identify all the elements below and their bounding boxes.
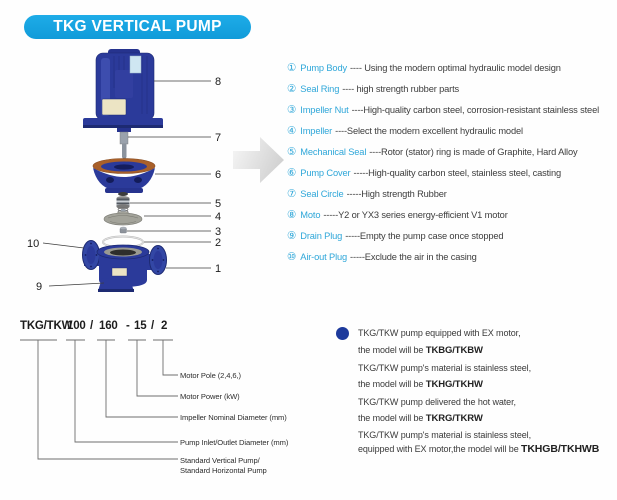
part-number-badge: ③ xyxy=(287,103,297,116)
variant-model-code: TKBG/TKBW xyxy=(425,345,483,356)
callout-2: 2 xyxy=(215,237,222,249)
part-name: Pump Body xyxy=(300,62,347,73)
impeller-nut-illustration xyxy=(120,227,127,233)
parts-list-item xyxy=(287,57,617,78)
variant-model-code: TKHGB/TKHWB xyxy=(521,443,600,455)
page-title: TKG VERTICAL PUMP xyxy=(53,18,222,35)
parts-list-item xyxy=(287,78,617,99)
part-number-badge: ⑤ xyxy=(287,145,297,158)
parts-list-item xyxy=(287,162,617,183)
model-code-separator: / xyxy=(151,320,154,332)
note-line: TKG/TKW pump's material is stainless steel, xyxy=(358,430,531,440)
callout-5: 5 xyxy=(215,198,222,210)
pump-exploded-diagram xyxy=(18,42,233,302)
part-name: Impeller Nut xyxy=(300,104,349,115)
model-code-token: 100 xyxy=(67,320,86,332)
part-name: Mechanical Seal xyxy=(300,146,367,157)
pump-cover-illustration xyxy=(93,159,155,194)
part-number-badge: ⑦ xyxy=(287,187,297,200)
parts-list-item xyxy=(287,120,617,141)
model-code-label: Pump Inlet/Outlet Diameter (mm) xyxy=(180,438,289,447)
model-code-label: Impeller Nominal Diameter (mm) xyxy=(180,413,287,422)
part-number-badge: ⑨ xyxy=(287,229,297,242)
parts-list-item xyxy=(287,99,617,120)
callout-10: 10 xyxy=(27,238,40,250)
note-line: TKG/TKW pump equipped with EX motor, xyxy=(358,328,521,338)
note-text: the model will be xyxy=(358,345,426,355)
note-text: equipped with EX motor,the model will be xyxy=(358,444,521,454)
note-line xyxy=(358,413,483,424)
part-name: Moto xyxy=(300,209,321,220)
part-number-badge: ② xyxy=(287,82,297,95)
note-text: the model will be xyxy=(358,379,426,389)
parts-list xyxy=(287,57,617,267)
callout-4: 4 xyxy=(215,211,222,223)
model-code-separator: - xyxy=(126,320,130,332)
note-line: TKG/TKW pump delivered the hot water, xyxy=(358,397,516,407)
callout-9: 9 xyxy=(36,281,43,293)
callout-6: 6 xyxy=(215,169,222,181)
model-code-label: Motor Power (kW) xyxy=(180,392,240,401)
motor-illustration xyxy=(83,49,163,132)
product-title-banner xyxy=(24,15,251,39)
part-description: ----High-quality carbon steel, corrosion-resistant stainless steel xyxy=(351,104,600,115)
arrow-right-icon xyxy=(233,134,285,186)
note-line xyxy=(358,345,483,356)
part-name: Pump Cover xyxy=(300,167,351,178)
pump-body-illustration xyxy=(83,241,167,293)
part-name: Seal Circle xyxy=(300,188,344,199)
parts-list-item xyxy=(287,225,617,246)
parts-list-item xyxy=(287,183,617,204)
part-description: ---- high strength rubber parts xyxy=(342,83,460,94)
callout-7: 7 xyxy=(215,132,222,144)
part-number-badge: ④ xyxy=(287,124,297,137)
shaft-illustration xyxy=(120,132,128,161)
impeller-illustration xyxy=(104,209,142,225)
part-number-badge: ⑧ xyxy=(287,208,297,221)
note-line xyxy=(358,379,483,390)
model-code-token: 15 xyxy=(134,320,147,332)
parts-list-item xyxy=(287,204,617,225)
part-name: Air-out Plug xyxy=(300,251,348,262)
part-description: -----Y2 or YX3 series energy-efficient V1 motor xyxy=(323,209,508,220)
part-description: ----Select the modern excellent hydraulic model xyxy=(335,125,523,136)
part-name: Seal Ring xyxy=(300,83,340,94)
variant-model-code: TKHG/TKHW xyxy=(425,379,483,390)
part-number-badge: ① xyxy=(287,61,297,74)
part-description: -----High-quality carbon steel, stainless steel, casting xyxy=(353,167,562,178)
model-code-separator: / xyxy=(90,320,93,332)
part-description: -----Exclude the air in the casing xyxy=(350,251,477,262)
part-description: ----Rotor (stator) ring is made of Graphite, Hard Alloy xyxy=(369,146,578,157)
note-line: TKG/TKW pump's material is stainless steel, xyxy=(358,363,531,373)
note-text: the model will be xyxy=(358,413,426,423)
part-name: Drain Plug xyxy=(300,230,343,241)
parts-list-item xyxy=(287,141,617,162)
model-code-label: Standard Vertical Pump/ xyxy=(180,456,260,465)
model-code-token: TKG/TKW xyxy=(20,320,73,332)
variant-model-code: TKRG/TKRW xyxy=(425,413,483,424)
model-code-token: 2 xyxy=(161,320,168,332)
model-code-label: Standard Horizontal Pump xyxy=(180,466,267,475)
part-number-badge: ⑩ xyxy=(287,250,297,263)
part-description: -----High strength Rubber xyxy=(346,188,447,199)
parts-list-item xyxy=(287,246,617,267)
part-number-badge: ⑥ xyxy=(287,166,297,179)
model-code-token: 160 xyxy=(99,320,118,332)
model-code-label: Motor Pole (2,4,6,) xyxy=(180,371,241,380)
callout-3: 3 xyxy=(215,226,222,238)
part-name: Impeller xyxy=(300,125,333,136)
part-description: ---- Using the modern optimal hydraulic model design xyxy=(349,62,561,73)
callout-8: 8 xyxy=(215,76,222,88)
note-line xyxy=(358,443,599,455)
bullet-icon xyxy=(336,327,349,340)
part-description: -----Empty the pump case once stopped xyxy=(345,230,504,241)
callout-1: 1 xyxy=(215,263,222,275)
